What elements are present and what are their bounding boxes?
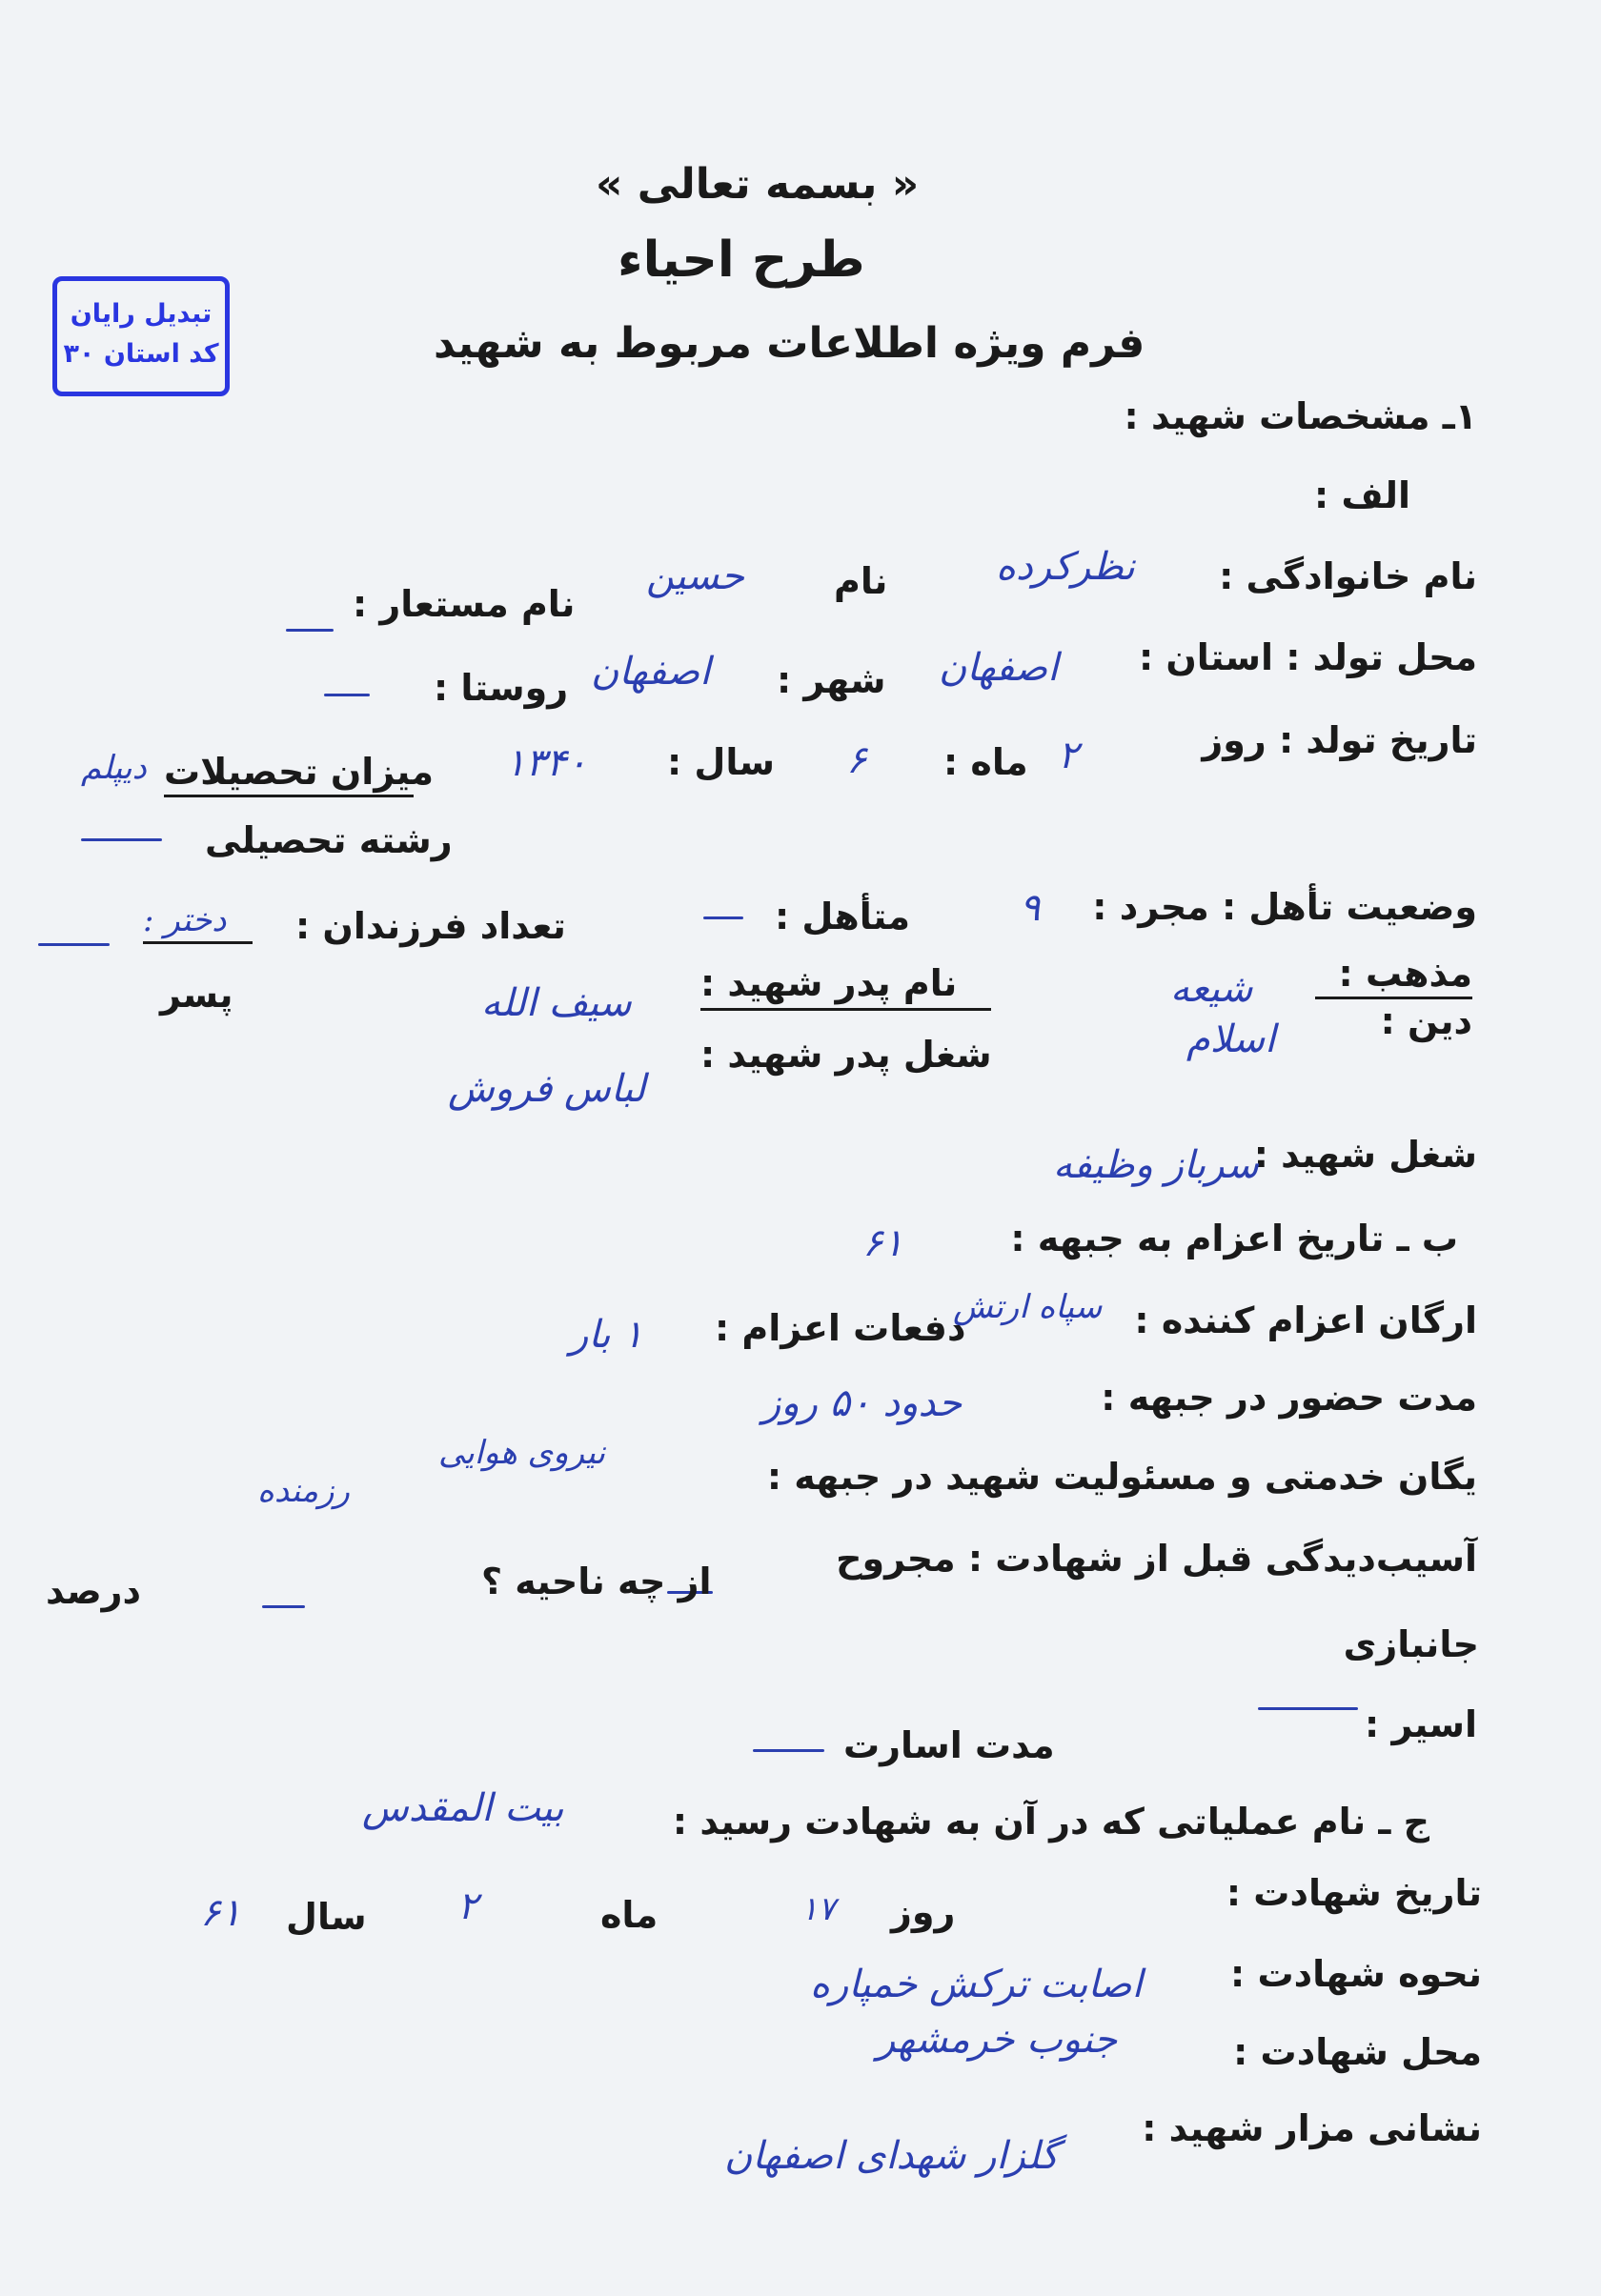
daughters-underline [143, 941, 253, 944]
label-disability: جانبازی [1343, 1623, 1479, 1665]
label-dispatching-org: ارگان اعزام کننده : [1134, 1299, 1477, 1341]
label-marital: وضعیت تأهل : مجرد : [1092, 886, 1477, 928]
value-province: اصفهان [939, 646, 1059, 690]
conversion-stamp [52, 276, 230, 396]
label-place: محل شهادت : [1233, 2031, 1482, 2073]
field-of-study-blank [81, 838, 162, 841]
value-family-name: نظرکرده [996, 545, 1135, 589]
value-father-job: لباس فروش [448, 1067, 646, 1111]
label-birthplace: محل تولد : استان : [1138, 636, 1477, 678]
label-first-name: نام [834, 560, 888, 602]
father-name-underline [700, 1008, 991, 1011]
label-operation: ج ـ نام عملیاتی که در آن به شهادت رسید : [672, 1801, 1429, 1843]
value-religion: اسلام [1186, 1017, 1276, 1061]
label-alias: نام مستعار : [353, 583, 576, 625]
label-father-job: شغل پدر شهید : [700, 1034, 992, 1076]
label-manner: نحوه شهادت : [1230, 1953, 1482, 1995]
value-martyrdom-day: ۱۷ [800, 1890, 836, 1928]
label-day: روز [891, 1891, 956, 1933]
label-village: روستا : [434, 667, 569, 709]
value-unit: نیروی هوایی [438, 1434, 606, 1472]
label-grave: نشانی مزار شهید : [1142, 2107, 1482, 2149]
value-operation: بیت المقدس [362, 1786, 564, 1830]
project-title: طرح احیاء [618, 232, 865, 289]
value-grave: گلزار شهدای اصفهان [724, 2134, 1059, 2178]
value-dispatch-date: ۶۱ [862, 1221, 903, 1265]
value-manner: اصابت ترکش خمپاره [810, 1963, 1143, 2006]
label-martyrdom-date: تاریخ شهادت : [1226, 1872, 1482, 1914]
label-son: پسر [160, 974, 233, 1016]
value-front-duration: حدود ۵۰ روز [762, 1381, 963, 1425]
label-unit-role: یگان خدمتی و مسئولیت شهید در جبهه : [766, 1456, 1477, 1498]
label-married: متأهل : [775, 896, 910, 937]
value-martyrdom-month: ۲ [457, 1884, 478, 1928]
label-field-of-study: رشته تحصیلی [205, 819, 453, 861]
value-martyr-job: سرباز وظیفه [1053, 1143, 1259, 1187]
stamp-line-1: تبدیل رایان [70, 299, 213, 329]
label-sect: مذهب : [1338, 953, 1472, 995]
label-percent: درصد [46, 1570, 142, 1612]
value-martyrdom-year: ۶۱ [200, 1891, 241, 1935]
bismillah: « بسمه تعالی » [596, 160, 920, 209]
label-dispatch-date: ب ـ تاریخ اعزام به جبهه : [1010, 1218, 1458, 1259]
label-birthdate: تاریخ تولد : روز [1202, 719, 1477, 761]
married-blank [703, 916, 743, 919]
label-front-duration: مدت حضور در جبهه : [1101, 1377, 1477, 1419]
injury-area-blank [262, 1605, 305, 1608]
value-single: ۹ [1020, 886, 1041, 930]
label-year2: سال [286, 1896, 367, 1938]
value-birth-day: ۲ [1058, 734, 1079, 777]
label-dispatch-count: دفعات اعزام : [715, 1307, 966, 1349]
label-month2: ماه [600, 1894, 659, 1936]
label-religion: دین : [1380, 1000, 1472, 1042]
value-father-name: سیف الله [481, 981, 632, 1025]
education-underline [164, 795, 414, 797]
label-education-level: میزان تحصیلات [164, 751, 435, 793]
value-birth-month: ۶ [846, 738, 867, 782]
label-family-name: نام خانوادگی : [1219, 555, 1477, 597]
value-education: دیپلم [81, 749, 147, 787]
section1-sub: الف : [1314, 474, 1410, 516]
label-month: ماه : [943, 741, 1028, 783]
value-birth-year: ۱۳۴۰ [505, 741, 587, 785]
form-title: فرم ویژه اطلاعات مربوط به شهید [434, 319, 1145, 368]
label-martyr-job: شغل شهید : [1253, 1134, 1477, 1176]
label-injury: آسیب‌دیدگی قبل از شهادت : مجروح [836, 1538, 1477, 1580]
value-first-name: حسین [646, 554, 744, 598]
label-children: تعداد فرزندان : [295, 905, 566, 947]
value-sect: شیعه [1170, 967, 1253, 1011]
village-blank [324, 694, 370, 696]
captivity-blank [753, 1749, 824, 1752]
section1-heading: ۱ـ مشخصات شهید : [1124, 395, 1477, 437]
value-role: رزمنده [257, 1472, 350, 1510]
label-father-name: نام پدر شهید : [700, 962, 958, 1004]
captive-blank [1258, 1707, 1358, 1710]
value-dispatching-org: سپاه ارتش [953, 1288, 1103, 1326]
value-place: جنوب خرمشهر [877, 2018, 1118, 2062]
label-injury-area: از چه ناحیه ؟ [481, 1561, 712, 1602]
value-daughters: دختر : [143, 901, 227, 939]
stamp-line-2: کد استان ۳۰ [63, 339, 219, 369]
sect-underline [1315, 997, 1472, 999]
label-captivity-duration: مدت اسارت [843, 1724, 1055, 1766]
label-city: شهر : [777, 659, 886, 701]
label-year: سال : [667, 741, 776, 783]
value-dispatch-count: ۱ بار [570, 1313, 643, 1357]
alias-blank [286, 629, 334, 632]
label-captive: اسیر : [1365, 1703, 1477, 1745]
value-city: اصفهان [591, 650, 711, 694]
daughters-blank [38, 943, 110, 946]
